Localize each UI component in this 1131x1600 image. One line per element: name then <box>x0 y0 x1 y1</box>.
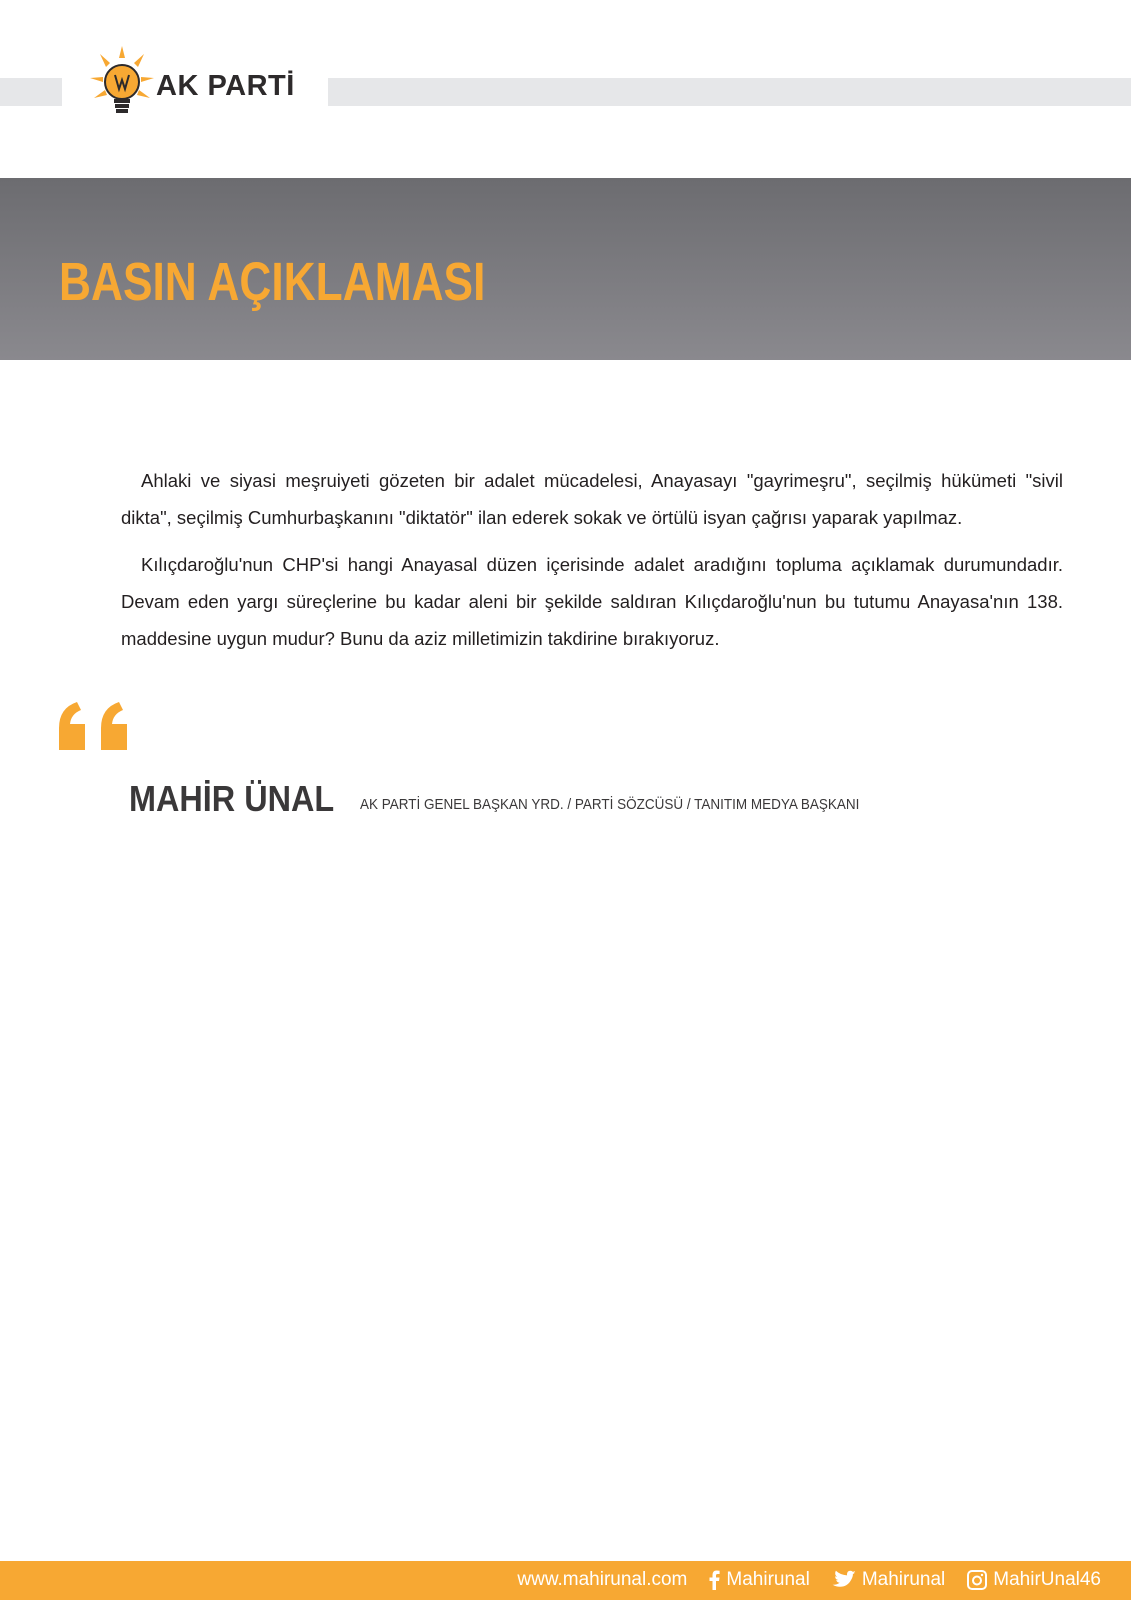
top-band-left <box>0 78 62 106</box>
top-band-right <box>328 78 1131 106</box>
paragraph-2: Kılıçdaroğlu'nun CHP'si hangi Anayasal düzen içerisinde adalet aradığını topluma açıklamak durumundadır. Devam eden yargı süreçlerine bu kadar aleni bir şekilde saldıran Kılıçdaroğlu'nun bu tutumu Anayasa'nın 138. maddesine uygun mudur? Bunu da aziz milletimizin takdirine bırakıyoruz. <box>121 554 1063 649</box>
footer-instagram[interactable] <box>967 1569 1101 1591</box>
instagram-icon <box>967 1570 987 1590</box>
press-release-body <box>121 462 1063 667</box>
footer-twitter[interactable] <box>832 1569 945 1591</box>
signature-title: AK PARTİ GENEL BAŞKAN YRD. / PARTİ SÖZCÜSÜ / TANITIM MEDYA BAŞKANI <box>360 796 860 813</box>
facebook-label: Mahirunal <box>726 1569 810 1590</box>
logo-text: AK PARTİ <box>156 70 295 102</box>
website-label: www.mahirunal.com <box>517 1569 688 1590</box>
twitter-icon <box>832 1570 856 1590</box>
signature-name: MAHİR ÜNAL <box>129 778 335 819</box>
footer-facebook[interactable] <box>709 1569 809 1591</box>
twitter-label: Mahirunal <box>861 1569 946 1590</box>
footer-band <box>0 1561 1131 1600</box>
header-band <box>0 178 1131 360</box>
quote-icon <box>57 700 133 752</box>
page-title: BASIN AÇIKLAMASI <box>59 252 486 312</box>
footer-website[interactable] <box>517 1569 687 1591</box>
facebook-icon <box>709 1570 720 1590</box>
instagram-label: MahirUnal46 <box>993 1569 1101 1590</box>
paragraph-1: Ahlaki ve siyasi meşruiyeti gözeten bir adalet mücadelesi, Anayasayı "gayrimeşru", seçilmiş hükümeti "sivil dikta", seçilmiş Cumhurbaşkanını "diktatör" ilan ederek sokak ve örtülü isyan çağrısı yaparak yapılmaz. <box>121 470 1063 528</box>
lightbulb-icon <box>88 44 156 120</box>
party-logo <box>88 44 318 120</box>
